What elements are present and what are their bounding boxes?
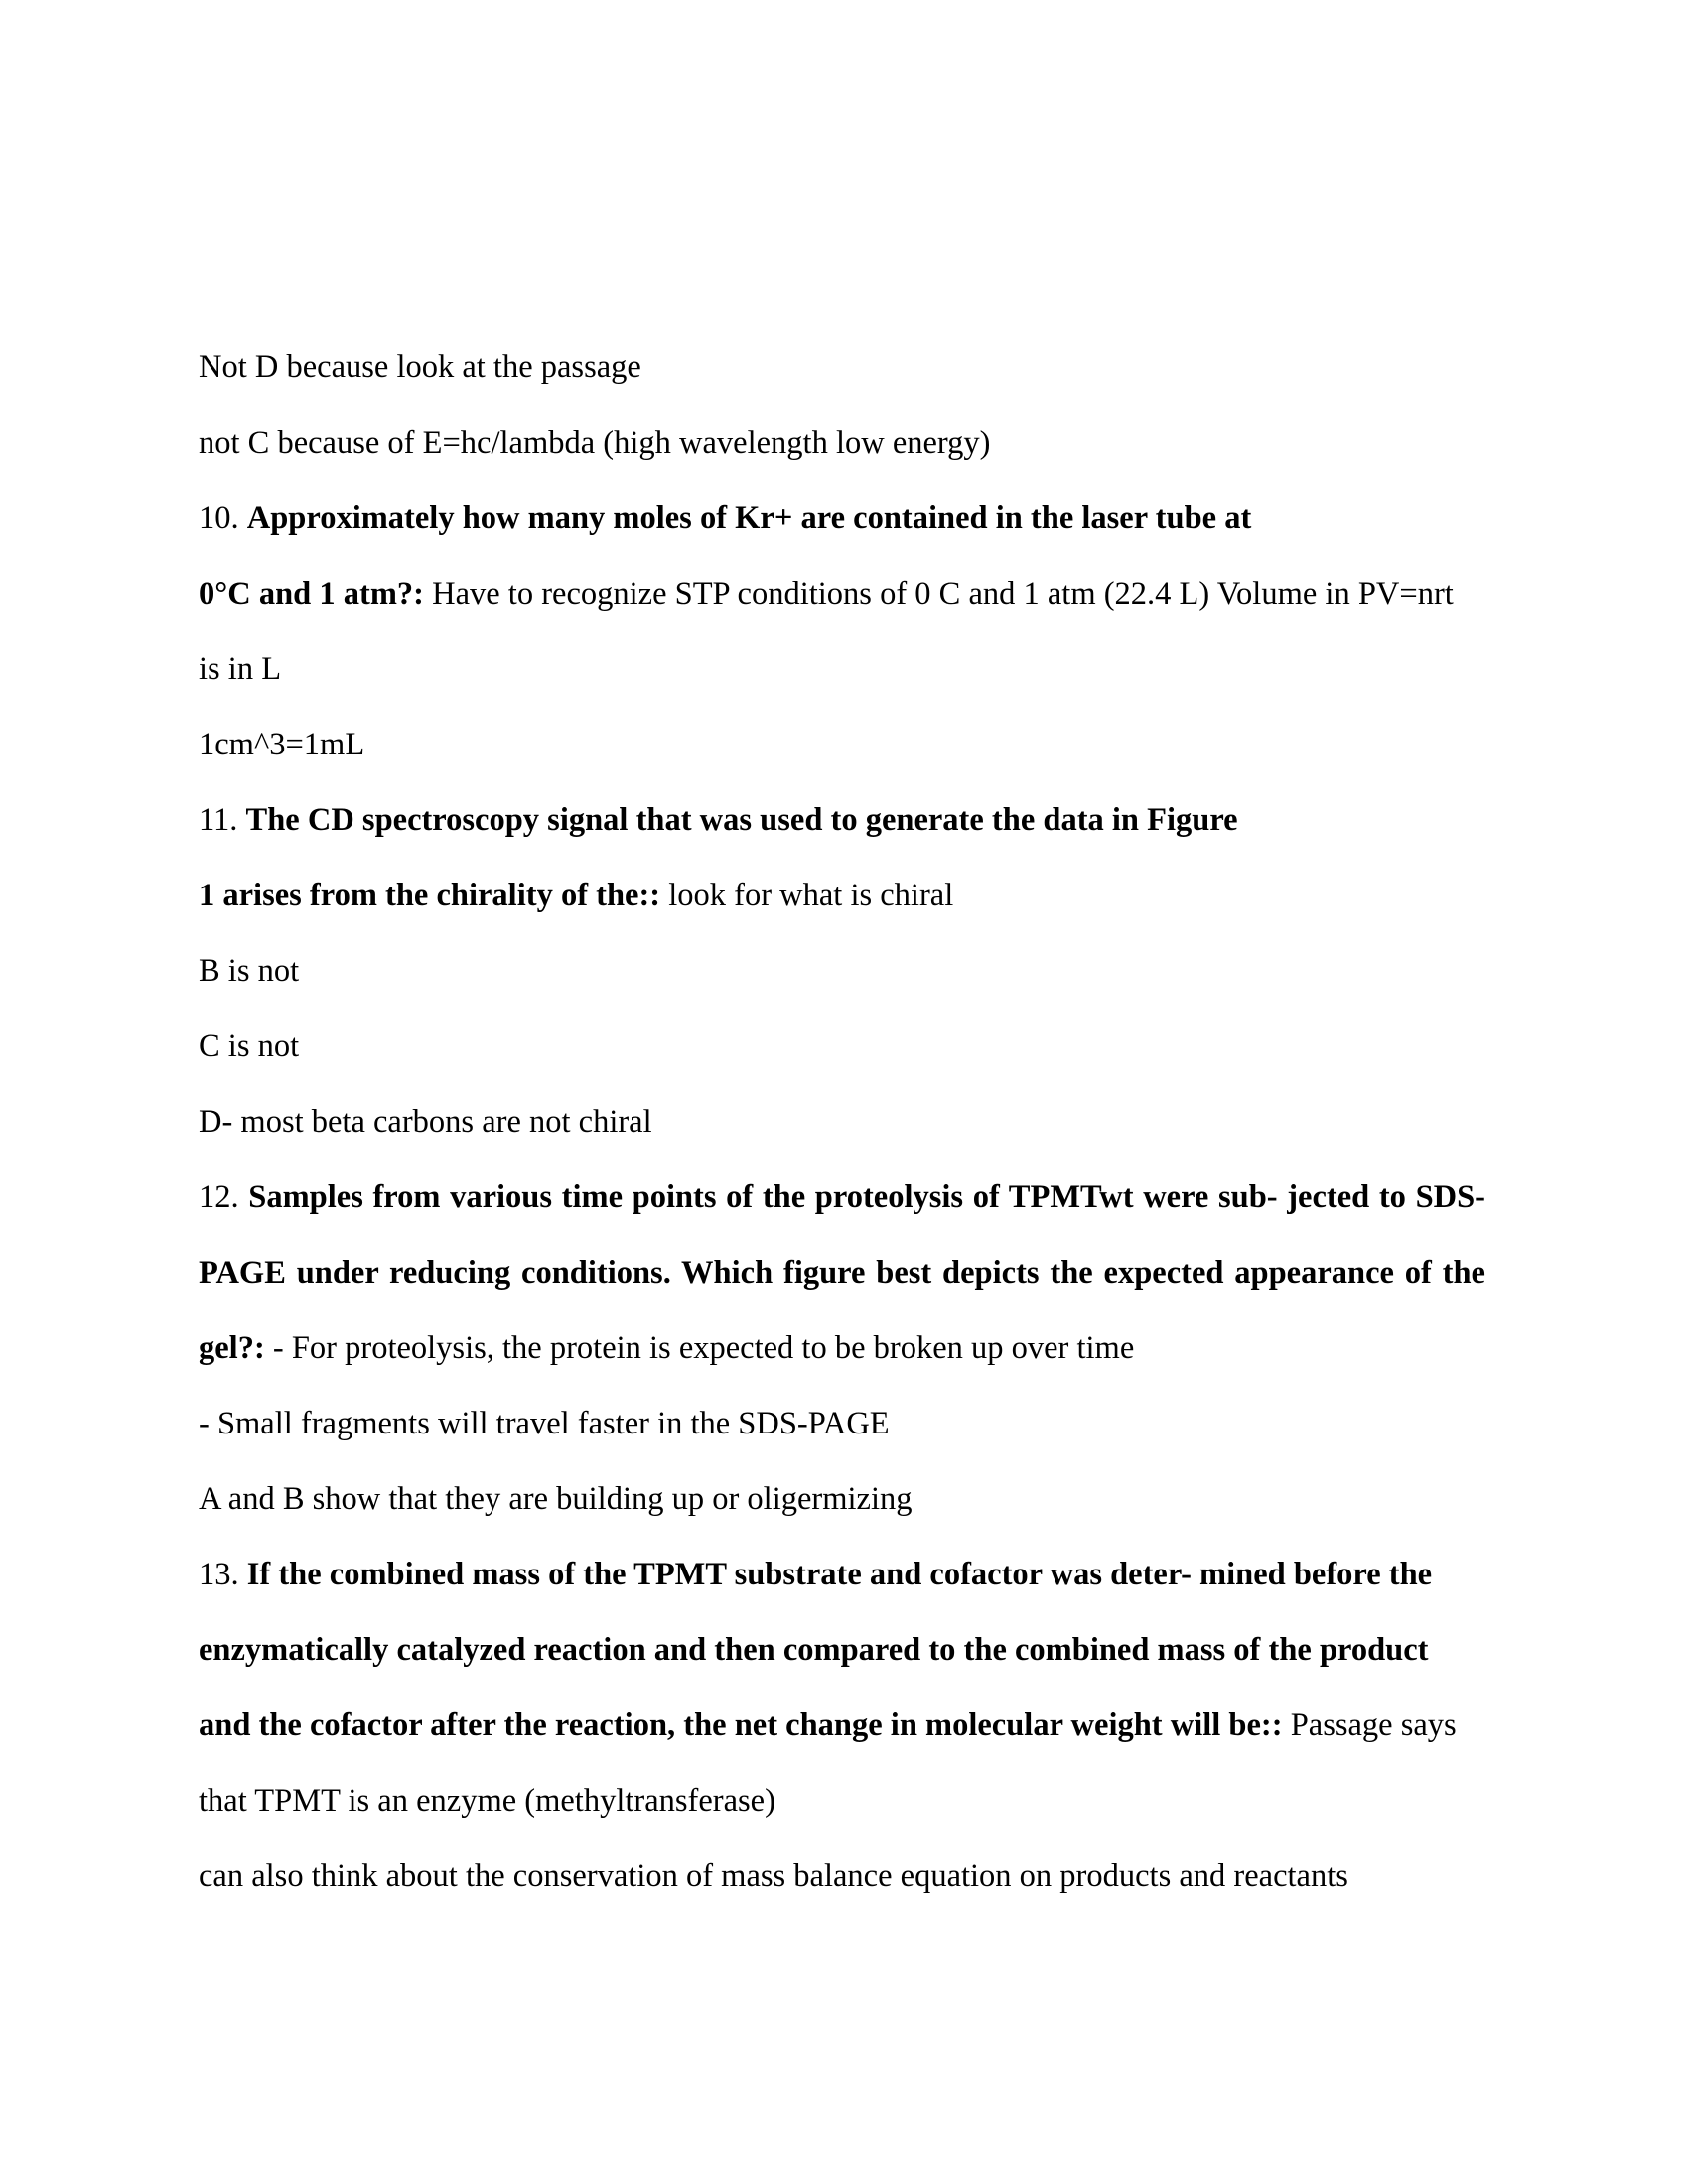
text-line: is in L <box>199 651 282 687</box>
answer-text: look for what is chiral <box>660 878 954 913</box>
question-number: 11. <box>199 802 238 838</box>
question-number: 10. <box>199 500 239 536</box>
question-number: 12. <box>199 1179 239 1215</box>
question-text: gel?: <box>199 1330 265 1366</box>
question-10-line-2 <box>199 574 1454 614</box>
text-line: can also think about the conservation of mass balance equation on products and reactants <box>199 1858 1348 1894</box>
question-text: 1 arises from the chirality of the:: <box>199 878 661 913</box>
text-line: not C because of E=hc/lambda (high wavelength low energy) <box>199 425 991 461</box>
answer-text: - For proteolysis, the protein is expected to be broken up over time <box>264 1330 1135 1366</box>
question-11-line-2 <box>199 876 953 915</box>
question-text: Samples from various time points of the proteolysis of TPMTwt were sub- jected to SDS- <box>248 1179 1486 1215</box>
question-12-line-2 <box>199 1253 1485 1293</box>
text-line: D- most beta carbons are not chiral <box>199 1104 652 1140</box>
question-13-line-2 <box>199 1630 1429 1670</box>
text-line: A and B show that they are building up or oligermizing <box>199 1481 913 1517</box>
answer-text: Passage says <box>1282 1707 1457 1743</box>
question-text: PAGE under reducing conditions. Which figure best depicts the expected appearance of the <box>199 1255 1485 1291</box>
question-text: If the combined mass of the TPMT substrate and cofactor was deter- mined before the <box>246 1557 1433 1592</box>
question-text: and the cofactor after the reaction, the net change in molecular weight will be:: <box>199 1707 1283 1743</box>
question-12-line-3 <box>199 1328 1134 1368</box>
text-line: C is not <box>199 1028 300 1064</box>
question-text: enzymatically catalyzed reaction and then compared to the combined mass of the product <box>199 1632 1429 1668</box>
text-line: - Small fragments will travel faster in the SDS-PAGE <box>199 1406 890 1441</box>
question-text: The CD spectroscopy signal that was used to generate the data in Figure <box>245 802 1238 838</box>
question-text: Approximately how many moles of Kr+ are contained in the laser tube at <box>246 500 1252 536</box>
question-13-line-1 <box>199 1555 1432 1594</box>
question-number: 13. <box>199 1557 239 1592</box>
text-line: Not D because look at the passage <box>199 349 641 385</box>
text-line: B is not <box>199 953 300 989</box>
question-13-line-3 <box>199 1706 1457 1745</box>
question-12-line-1 <box>199 1177 1485 1217</box>
question-11-line-1 <box>199 800 1238 840</box>
text-line: 1cm^3=1mL <box>199 727 365 762</box>
question-text: 0°C and 1 atm?: <box>199 576 424 612</box>
text-line: that TPMT is an enzyme (methyltransferase) <box>199 1783 775 1819</box>
question-10-line-1 <box>199 498 1251 538</box>
answer-text: Have to recognize STP conditions of 0 C and 1 atm (22.4 L) Volume in PV=nrt <box>423 576 1454 612</box>
